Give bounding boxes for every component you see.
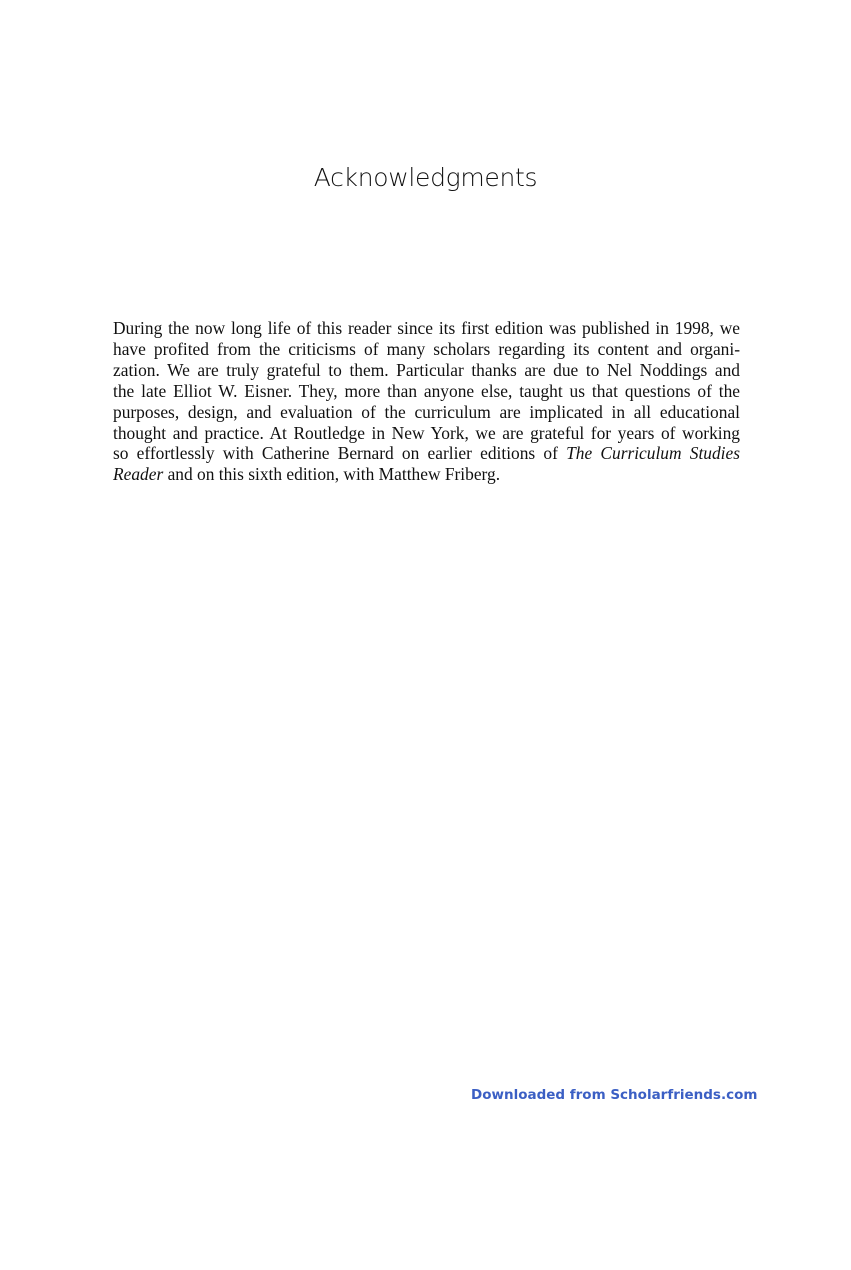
paragraph-line (113, 464, 740, 485)
paragraph-text: so effortlessly with Catherine Bernard on earlier editions of (113, 443, 567, 464)
paragraph-line: purposes, design, and evaluation of the curriculum are implicated in all educational (113, 401, 740, 422)
paragraph-line: the late Elliot W. Eisner. They, more than anyone else, taught us that questions of the (113, 380, 740, 401)
paragraph-line: zation. We are truly grateful to them. Particular thanks are due to Nel Noddings and (113, 359, 740, 380)
paragraph-line (113, 443, 740, 464)
page-title: Acknowledgments (313, 163, 538, 192)
download-source-link[interactable]: Downloaded from Scholarfriends.com (471, 1087, 758, 1103)
paragraph-line: have profited from the criticisms of many scholars regarding its content and organi- (113, 338, 740, 359)
book-title-part-2: Reader (113, 464, 164, 485)
acknowledgments-paragraph (113, 318, 740, 485)
book-title-part-1: The Curriculum Studies (566, 443, 741, 464)
paragraph-line: During the now long life of this reader since its first edition was published in 1998, we (113, 318, 740, 338)
paragraph-text: and on this sixth edition, with Matthew Friberg. (163, 464, 501, 485)
paragraph-line: thought and practice. At Routledge in New York, we are grateful for years of working (113, 422, 740, 443)
